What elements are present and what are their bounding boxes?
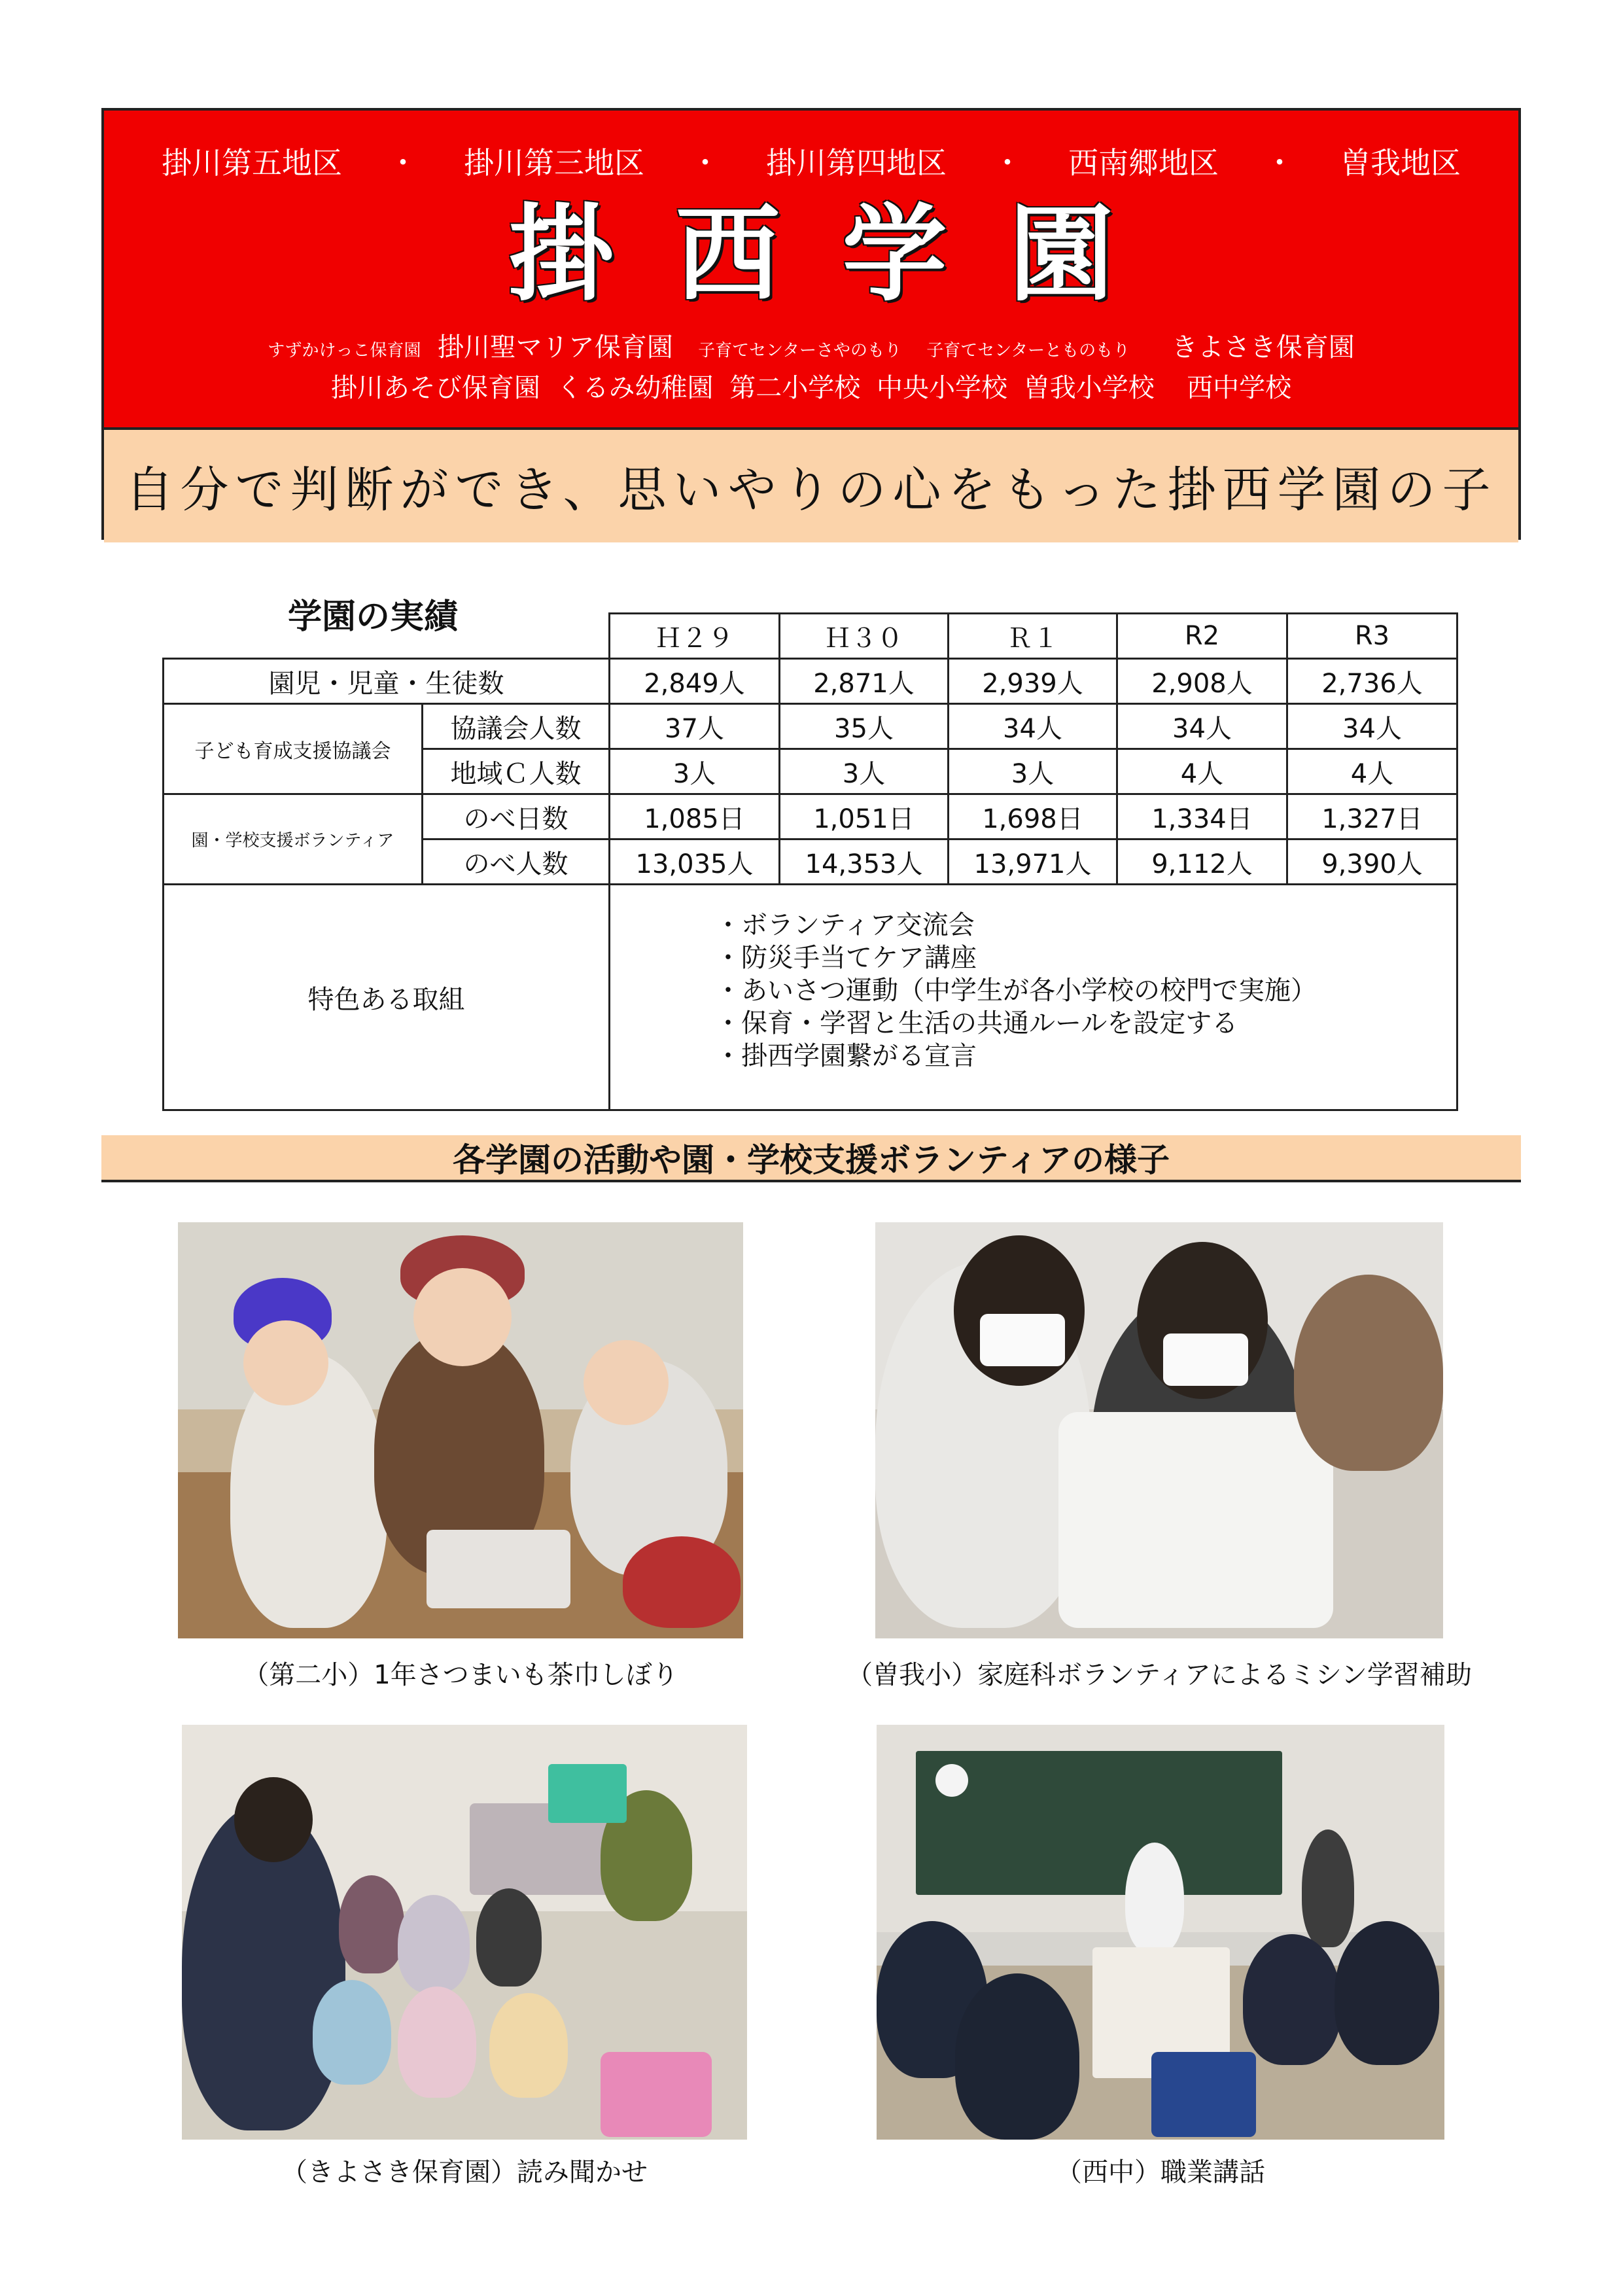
year-header: Ｈ３０: [780, 614, 949, 659]
district: 掛川第三地区: [464, 145, 644, 181]
photo-chair: [1151, 2052, 1256, 2137]
member-name: 掛川あそび保育園: [330, 373, 540, 403]
table-header-row: [164, 614, 1457, 659]
photo-storytelling: [182, 1725, 747, 2140]
district: 掛川第五地区: [162, 145, 342, 181]
row-label: 特色ある取組: [164, 885, 610, 1110]
table-cell: 9,390人: [1287, 839, 1457, 885]
row-label: 協議会人数: [423, 704, 610, 749]
member-name: 曽我小学校: [1023, 373, 1155, 403]
district-list: [104, 139, 1518, 183]
header-box: [101, 108, 1521, 540]
year-header: Ｒ１: [949, 614, 1117, 659]
photo-face: [584, 1340, 669, 1425]
table-cell: 1,327日: [1287, 794, 1457, 839]
photo-caption: （曽我小）家庭科ボランティアによるミシン学習補助: [846, 1660, 1472, 1690]
table-row: [164, 794, 1457, 839]
photo-caption: （きよさき保育園）読み聞かせ: [281, 2157, 648, 2187]
photo-hair: [234, 1777, 313, 1862]
photo-item: [427, 1530, 570, 1608]
photo-item: [623, 1536, 741, 1628]
photo-clock: [935, 1764, 968, 1797]
table-cell: 35人: [780, 704, 949, 749]
member-name: すずかけっこ保育園: [268, 341, 421, 361]
member-name: 子育てセンターさやのもり: [698, 341, 902, 361]
table-cell: 14,353人: [780, 839, 949, 885]
table-cell: 3人: [780, 749, 949, 794]
row-label: のべ日数: [423, 794, 610, 839]
blank-cell: [164, 614, 610, 659]
member-name: 西中学校: [1187, 373, 1292, 403]
separator: ・: [388, 145, 418, 181]
row-group-label: 園・学校支援ボランティア: [164, 794, 423, 885]
table-cell: 3人: [949, 749, 1117, 794]
slogan-band: [104, 427, 1518, 542]
photo-person: [1294, 1275, 1443, 1471]
table-cell: 34人: [1117, 704, 1287, 749]
photo-child: [489, 1993, 568, 2098]
member-list-line2: [104, 367, 1518, 404]
photo-book: [548, 1764, 627, 1823]
results-table: [162, 612, 1458, 1111]
photo-caption: （西中）職業講話: [1056, 2157, 1265, 2187]
member-name: 第二小学校: [729, 373, 861, 403]
photo-child: [398, 1987, 476, 2098]
features-cell: [610, 885, 1457, 1110]
table-row: [164, 659, 1457, 704]
photo-student: [1335, 1921, 1439, 2065]
slogan: 自分で判断ができ、思いやりの心をもった掛西学園の子: [125, 462, 1497, 518]
table-cell: 2,871人: [780, 659, 949, 704]
photo-sweet-potato: [178, 1222, 743, 1638]
year-header: R3: [1287, 614, 1457, 659]
photo-face: [413, 1268, 512, 1366]
photo-child: [398, 1895, 470, 1993]
separator: ・: [992, 145, 1022, 181]
photo-mask: [980, 1314, 1065, 1366]
photo-child: [339, 1875, 404, 1973]
photo-child: [313, 1980, 391, 2085]
table-cell: 4人: [1287, 749, 1457, 794]
features-list: [715, 909, 1456, 1072]
table-cell: 34人: [1287, 704, 1457, 749]
photo-speaker: [1302, 1829, 1354, 1947]
list-item: ・ボランティア交流会: [715, 910, 975, 940]
table-cell: 2,849人: [610, 659, 780, 704]
table-cell: 13,971人: [949, 839, 1117, 885]
photo-career-talk: [877, 1725, 1444, 2140]
table-cell: 2,908人: [1117, 659, 1287, 704]
table-cell: 34人: [949, 704, 1117, 749]
member-name: 子育てセンターとものもり: [926, 341, 1130, 361]
table-cell: 1,051日: [780, 794, 949, 839]
table-cell: 1,085日: [610, 794, 780, 839]
header-red-panel: [104, 111, 1518, 427]
district: 掛川第四地区: [766, 145, 947, 181]
list-item: ・保育・学習と生活の共通ルールを設定する: [715, 1008, 1238, 1038]
table-cell: 4人: [1117, 749, 1287, 794]
member-name: 掛川聖マリア保育園: [437, 332, 673, 362]
photo-sewing-machine: [1058, 1412, 1333, 1628]
section-title: 各学園の活動や園・学校支援ボランティアの様子: [101, 1135, 1521, 1182]
photo-mask: [1163, 1333, 1248, 1386]
list-item: ・防災手当てケア講座: [715, 943, 977, 973]
photo-chair: [601, 2052, 712, 2137]
photo-caption: （第二小）1年さつまいも茶巾しぼり: [243, 1660, 678, 1690]
list-item: ・あいさつ運動（中学生が各小学校の校門で実施）: [715, 976, 1317, 1006]
member-name: くるみ幼稚園: [556, 373, 714, 403]
photo-child: [476, 1888, 542, 1987]
separator: ・: [690, 145, 720, 181]
table-cell: 2,736人: [1287, 659, 1457, 704]
year-header: Ｈ２９: [610, 614, 780, 659]
table-cell: 1,698日: [949, 794, 1117, 839]
row-label: 地域Ｃ人数: [423, 749, 610, 794]
separator: ・: [1265, 145, 1295, 181]
table-row: [164, 704, 1457, 749]
list-item: ・掛西学園繋がる宣言: [715, 1041, 977, 1071]
photo-face: [243, 1320, 328, 1405]
district: 西南郷地区: [1068, 145, 1219, 181]
table-cell: 37人: [610, 704, 780, 749]
table-cell: 13,035人: [610, 839, 780, 885]
page-title: 掛西学園: [508, 193, 1176, 315]
table-cell: 3人: [610, 749, 780, 794]
results-title: 学園の実績: [288, 597, 459, 637]
table-row: [164, 885, 1457, 1110]
row-label: のべ人数: [423, 839, 610, 885]
member-name: きよさき保育園: [1171, 332, 1355, 362]
row-label: 園児・児童・生徒数: [164, 659, 610, 704]
photo-sewing: [875, 1222, 1443, 1638]
year-header: R2: [1117, 614, 1287, 659]
table-cell: 9,112人: [1117, 839, 1287, 885]
member-name: 中央小学校: [877, 373, 1007, 403]
row-group-label: 子ども育成支援協議会: [164, 704, 423, 794]
table-cell: 2,939人: [949, 659, 1117, 704]
photo-blackboard: [916, 1751, 1282, 1895]
photo-student: [1243, 1934, 1341, 2065]
district: 曽我地区: [1340, 145, 1461, 181]
photo-student: [955, 1973, 1079, 2140]
member-list-line1: [104, 327, 1518, 364]
table-cell: 1,334日: [1117, 794, 1287, 839]
photo-speaker: [1125, 1843, 1184, 1954]
